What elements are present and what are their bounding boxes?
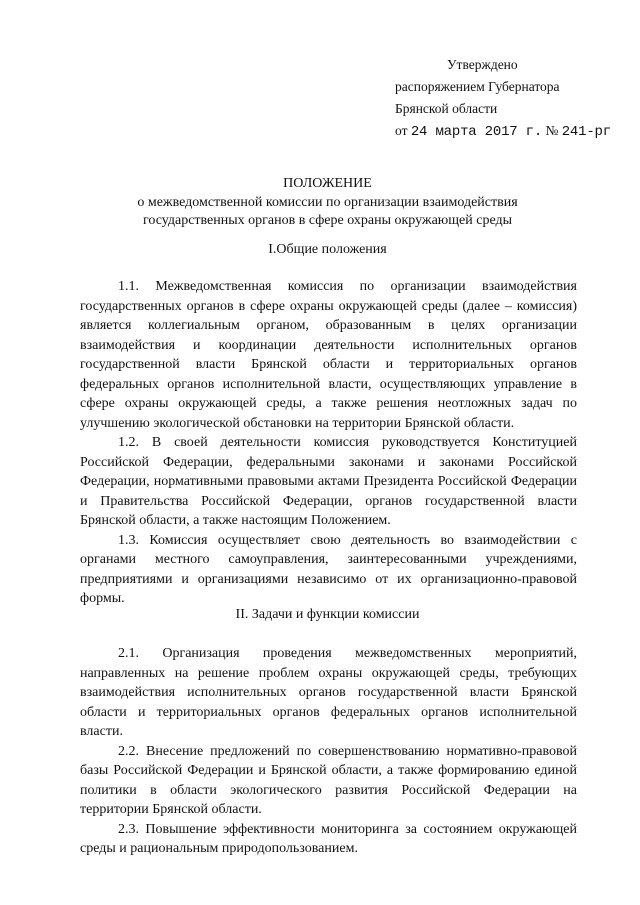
approval-number-value: 241-рг <box>561 124 611 140</box>
approval-date-value: 24 марта 2017 г. <box>410 124 543 140</box>
paragraph-1-3: 1.3. Комиссия осуществляет свою деятельность во взаимодействии с органами местного самоуправления, заинтересованными учреждениями, предприятиями и организациями независимо от их организационно-правовой формы. <box>80 532 577 606</box>
paragraph-2-1: 2.1. Организация проведения межведомственных мероприятий, направленных на решение проблем охраны окружающей среды, требующих взаимодействия исполнительных органов государственной власти Брянской области и территориальных органов федеральных органов исполнительной власти. <box>80 646 577 739</box>
approval-order-label: распоряжением Губернатора <box>395 79 560 94</box>
paragraph-1-2: 1.2. В своей деятельности комиссия руководствуется Конституцией Российской Федерации, федеральными законами и законами Российской Федерации, нормативными правовыми актами Президента Российской Федерации и Правительства Российской Федерации, органов государственной власти Брянской области, а также настоящим Положением. <box>80 435 577 528</box>
section-body-general <box>80 277 577 609</box>
section-title-general: I.Общие положения <box>268 242 387 257</box>
approval-stamp-block <box>395 54 611 143</box>
section-title-tasks: II. Задачи и функции комиссии <box>235 607 420 622</box>
section-body-tasks <box>80 644 577 859</box>
paragraph-1-1: 1.1. Межведомственная комиссия по организации взаимодействия государственных органов в сфере охраны окружающей среды (далее – комиссия) является коллегиальным органом, образованным в целях организации взаимодействия и координации деятельности исполнительных органов государственной власти Брянской области и территориальных органов федеральных органов исполнительной власти, осуществляющих управление в сфере охраны окружающей среды, а также решения неотложных задач по улучшению экологической обстановки на территории Брянской области. <box>80 279 577 431</box>
approval-number-prefix: № <box>545 123 559 138</box>
approval-date-prefix: от <box>395 123 408 138</box>
paragraph-2-2: 2.2. Внесение предложений по совершенствованию нормативно-правовой базы Российской Федерации и Брянской области, а также формированию единой политики в области экологического развития Российской Федерации на территории Брянской области. <box>80 743 577 817</box>
document-title: ПОЛОЖЕНИЕ <box>283 176 372 191</box>
paragraph-2-3: 2.3. Повышение эффективности мониторинга за состоянием окружающей среды и рациональным природопользованием. <box>80 821 577 856</box>
approval-region-label: Брянской области <box>395 101 498 116</box>
approval-approved-label: Утверждено <box>447 57 518 72</box>
document-subtitle-line-1: о межведомственной комиссии по организации взаимодействия <box>137 195 518 210</box>
document-subtitle-line-2: государственных органов в сфере охраны окружающей среды <box>142 213 513 228</box>
approval-date-line <box>395 120 611 143</box>
